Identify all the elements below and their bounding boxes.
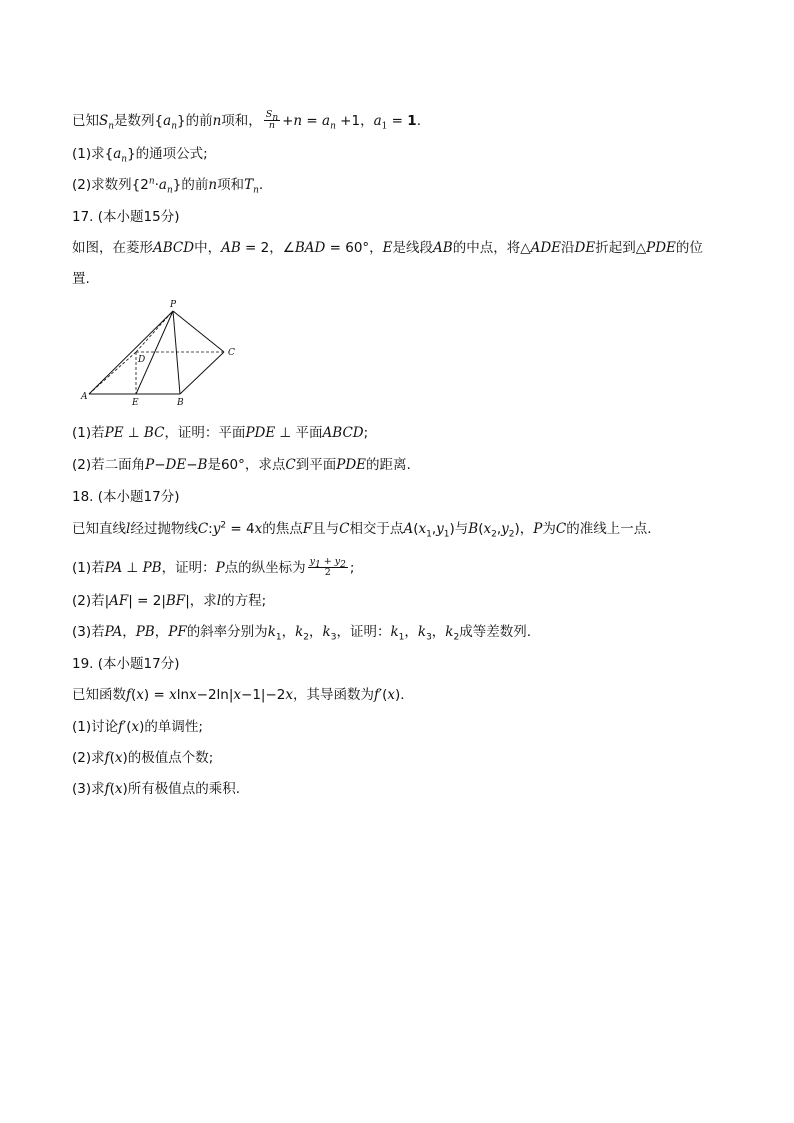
q16-part-1: (1)求$\{a_n\}$的通项公式; xyxy=(72,146,208,165)
edge-PA xyxy=(89,311,173,394)
q19-heading: 19. (本小题17分) xyxy=(72,656,180,672)
q16-part-2: (2)求数列$\{2^n\cdot a_n\}$的前n项和$T_n$. xyxy=(72,176,264,196)
edge-PC xyxy=(173,311,224,352)
q17-part-2: (2)若二面角P−DE−B是60°，求点C到平面PDE的距离. xyxy=(72,457,411,473)
q18-part-2: (2)若|AF| = 2|BF|，求l的方程; xyxy=(72,593,267,609)
q19-part-1: (1)讨论f′(x)的单调性; xyxy=(72,719,203,735)
q18-stem: 已知直线l经过抛物线$C:y^2 = 4x$的焦点F且与C相交于点$A(x_1,y_1)$与$B(x_2,y_2)$，P为C的准线上一点. xyxy=(72,520,652,540)
edge-PD xyxy=(136,311,173,352)
label-E: E xyxy=(132,398,139,408)
q19-part-2: (2)求f(x)的极值点个数; xyxy=(72,750,214,766)
fraction-y1-plus-y2-over-2: $\frac{y_1 + y_2}{2}$ xyxy=(309,556,346,578)
edge-PB xyxy=(173,311,180,394)
q17-stem-line-1: 如图，在菱形ABCD中，AB = 2，∠BAD = 60°，E是线段AB的中点，将△ADE沿DE折起到△PDE的位 xyxy=(72,240,703,256)
q19-stem: 已知函数f(x) = xlnx−2ln|x−1|−2x，其导函数为f′(x). xyxy=(72,687,405,703)
pyramid-figure xyxy=(72,296,252,408)
q19-part-3: (3)求f(x)所有极值点的乘积. xyxy=(72,781,241,797)
fraction-sn-over-n: $\frac{S_n}{n}$ xyxy=(265,109,279,131)
q16-intro xyxy=(72,110,421,131)
q18-heading: 18. (本小题17分) xyxy=(72,489,180,505)
edge-BC xyxy=(180,352,224,394)
label-A: A xyxy=(81,392,88,402)
label-P: P xyxy=(170,300,177,310)
q17-stem-line-2: 置. xyxy=(72,271,90,287)
q17-heading: 17. (本小题15分) xyxy=(72,209,180,225)
edge-PE xyxy=(136,311,173,394)
q18-part-3: (3)若PA，PB，PF的斜率分别为$k_1$，$k_2$，$k_3$，证明：$k_1$，$k_3$，$k_2$成等差数列. xyxy=(72,624,532,643)
label-C: C xyxy=(228,348,235,358)
q16-intro-text: 已知$S_n$是数列$\{a_n\}$的前n项和， $\frac{S_n}{n}$ $+n = a_n +1$，$a_1 = 1$. xyxy=(72,109,421,132)
q17-part-1: (1)若PE ⊥ BC，证明：平面PDE ⊥ 平面ABCD; xyxy=(72,425,369,441)
label-B: B xyxy=(177,398,184,408)
q18-part-1: (1)若PA ⊥ PB，证明：P点的纵坐标为 $\frac{y_1 + y_2}{2}$ ; xyxy=(72,556,355,578)
label-D: D xyxy=(138,355,146,365)
